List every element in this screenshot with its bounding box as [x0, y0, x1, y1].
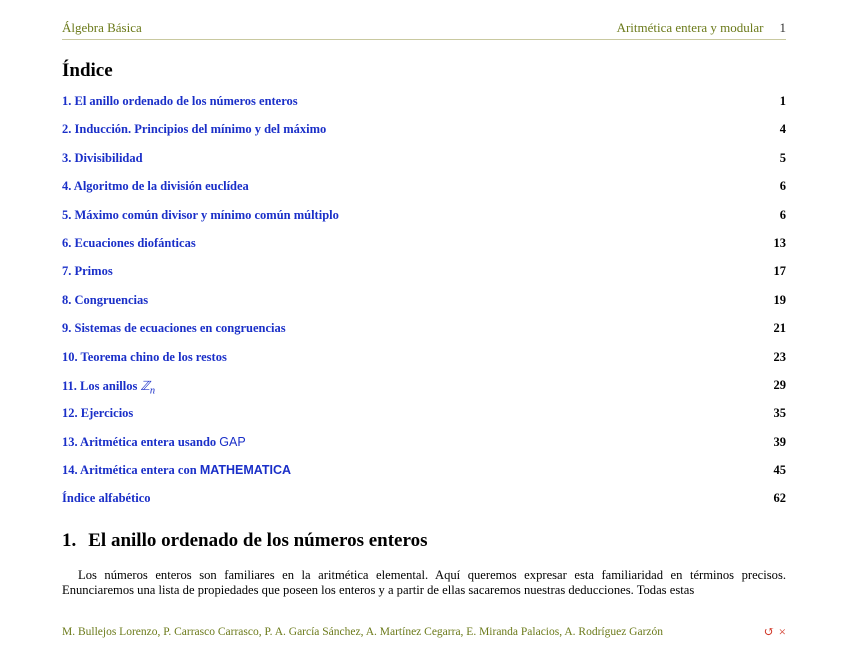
body-paragraph: Los números enteros son familiares en la aritmética elemental. Aquí queremos expresar esta familiaridad en términos precisos. Enunciaremos una lista de propiedades que poseen los enteros y a partir de ellas sacaremos nuestras deducciones. Todas estas: [62, 568, 786, 597]
toc-entry: [62, 291, 786, 319]
toc-page: 6: [779, 207, 786, 222]
toc-entry: [62, 177, 786, 205]
toc-entry: [62, 489, 786, 517]
toc-page: 4: [779, 122, 786, 137]
toc-link[interactable]: 6. Ecuaciones diofánticas: [62, 235, 196, 250]
toc-page: 21: [773, 321, 786, 336]
toc-page: 23: [773, 349, 786, 364]
toc-link[interactable]: 4. Algoritmo de la división euclídea: [62, 179, 249, 194]
back-icon[interactable]: ↺: [763, 624, 775, 639]
toc-entry: [62, 376, 786, 404]
toc-entry: [62, 461, 786, 489]
toc-link[interactable]: 7. Primos: [62, 264, 113, 279]
section-heading: [62, 530, 427, 552]
toc-link-text: 11. Los anillos: [62, 378, 138, 393]
toc-link[interactable]: Índice alfabético: [62, 491, 151, 506]
section-number: 1.: [62, 530, 77, 551]
toc-page: 62: [773, 491, 786, 506]
section-title: El anillo ordenado de los números enteros: [88, 530, 428, 551]
toc-page: 35: [773, 406, 786, 421]
toc-entry: [62, 120, 786, 148]
running-header: [62, 20, 786, 40]
toc-link[interactable]: [62, 463, 291, 478]
gap-software-name: GAP: [219, 434, 246, 449]
toc-page: 45: [773, 463, 786, 478]
toc-page: 13: [773, 235, 786, 250]
header-chapter: [617, 20, 786, 36]
toc-page: 39: [773, 434, 786, 449]
toc-page: 17: [773, 264, 786, 279]
toc-entry: [62, 319, 786, 347]
toc-entry: [62, 92, 786, 120]
toc-entry: [62, 206, 786, 234]
toc-link[interactable]: [62, 435, 246, 450]
toc-entry: [62, 433, 786, 461]
toc-link[interactable]: 1. El anillo ordenado de los números enteros: [62, 94, 298, 108]
integers-mod-n-symbol: ℤ$_n$: [140, 378, 156, 397]
table-of-contents: [62, 92, 786, 518]
toc-page: 29: [773, 377, 786, 392]
toc-entry: [62, 149, 786, 177]
toc-link[interactable]: [62, 378, 155, 397]
footer-authors: M. Bullejos Lorenzo, P. Carrasco Carrasco, P. A. García Sánchez, A. Martínez Cegarra, E. Miranda Palacios, A. Rodríguez Garzón: [62, 626, 664, 638]
toc-page: 6: [779, 179, 786, 194]
toc-entry: [62, 348, 786, 376]
page-navigation: [760, 624, 786, 640]
header-page-number: 1: [779, 20, 786, 35]
toc-page: 5: [779, 150, 786, 165]
mathematica-software-name: MATHEMATICA: [199, 463, 291, 478]
toc-link[interactable]: 2. Inducción. Principios del mínimo y del máximo: [62, 122, 327, 137]
header-book-title: Álgebra Básica: [62, 20, 142, 35]
toc-entry: [62, 262, 786, 290]
toc-title: Índice: [62, 60, 113, 81]
toc-entry: [62, 234, 786, 262]
header-chapter-title: Aritmética entera y modular: [616, 20, 764, 35]
toc-link[interactable]: 9. Sistemas de ecuaciones en congruencias: [62, 321, 286, 336]
toc-link[interactable]: 3. Divisibilidad: [62, 150, 143, 165]
close-icon[interactable]: ×: [778, 624, 786, 639]
toc-entry: [62, 404, 786, 432]
toc-link[interactable]: 5. Máximo común divisor y mínimo común múltiplo: [62, 207, 339, 222]
toc-link-text: 14. Aritmética entera con: [62, 463, 197, 478]
toc-link-text: 13. Aritmética entera usando: [62, 434, 217, 449]
toc-page: 19: [773, 292, 786, 307]
toc-link[interactable]: 12. Ejercicios: [62, 406, 134, 421]
toc-link[interactable]: 10. Teorema chino de los restos: [62, 349, 227, 364]
toc-link[interactable]: 8. Congruencias: [62, 292, 149, 307]
toc-page: 1: [779, 94, 786, 108]
